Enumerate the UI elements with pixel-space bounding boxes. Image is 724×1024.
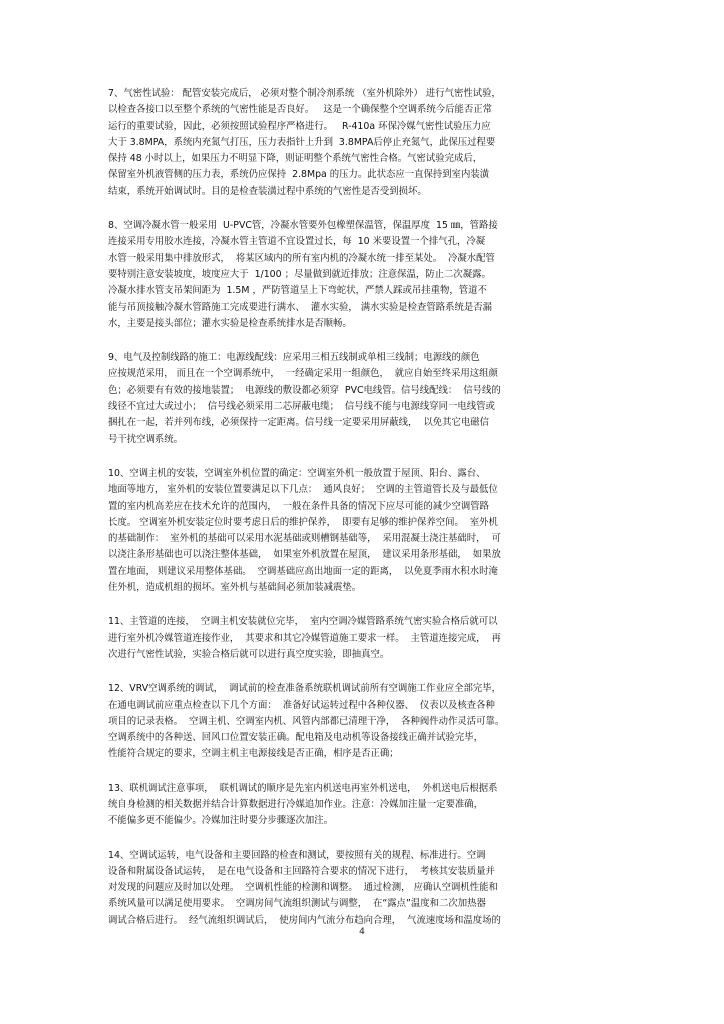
text-line: 10、空调主机的安装，空调室外机位置的确定：空调室外机一般放置于屋顶、阳台、露台、 (108, 467, 486, 479)
text-line: 11、主管道的连接， 空调主机安装就位完毕， 室内空调冷媒管路系统气密实验合格后就可以 (108, 616, 498, 628)
text-line: 冷凝水排水管支吊架间距为 1.5M ，严防管道呈上下弯蛇状，严禁人踩或吊挂重物，管道不 (108, 285, 487, 297)
section-7-airtightness-test (108, 86, 614, 200)
text-line: 长度。 空调室外机安装定位时要考虑日后的维护保养， 即要有足够的维护保养空间。 室外机 (108, 516, 498, 528)
text-line: 系统风量可以满足使用要求。 空调房间气流组织测试与调整， 在“露点”温度和二次加热器 (108, 898, 486, 910)
text-line: 以检查各接口以至整个系统的气密性能是否良好。 这是一个确保整个空调系统今后能否正常 (108, 104, 492, 116)
section-13-joint-debugging (108, 781, 614, 830)
text-line: 性能符合规定的要求，空调主机主电源接线是否正确，相序是否正确； (108, 748, 399, 760)
text-line: 运行的重要试验，因此，必须按照试验程序严格进行。 R-410a 环保冷媒气密性试验压力应 (108, 120, 491, 132)
section-12-vrv-commissioning (108, 681, 614, 762)
text-line: 统自身检测的相关数据并结合计算数据进行冷媒追加作业。注意：冷媒加注量一定要准确， (108, 798, 484, 810)
text-line: 置在地面， 则建议采用整体基础。 空调基础应高出地面一定的距离， 以免夏季雨水积水时淹 (108, 565, 498, 577)
text-line: 捆扎在一起，若并列布线，必须保持一定距离。信号线一定要采用屏蔽线， 以免其它电磁信 (108, 417, 489, 429)
text-line: 能与吊顶接触冷凝水管路施工完成要进行满水、 灌水实验， 满水实验是检查管路系统是否漏 (108, 301, 492, 313)
text-line: 空调系统中的各种送、回风口位置安装正确。配电箱及电动机等设备接线正确并试验完毕， (108, 732, 484, 744)
text-line: 在通电调试前应重点检查以下几个方面： 准备好试运转过程中各种仪器、 仪表以及核查各种 (108, 699, 495, 711)
text-line: 进行室外机冷媒管道连接作业， 其要求和其它冷媒管道施工要求一样。 主管道连接完成， 再 (108, 632, 501, 644)
text-line: 设备和附属设备试运转， 是在电气设备和主回路符合要求的情况下进行， 考核其安装质量并 (108, 865, 495, 877)
text-line: 项目的记录表格。 空调主机、空调室内机、风管内部都已清理干净， 各种阀件动作灵活可靠。 (108, 715, 505, 727)
text-line: 应按规范采用， 而且在一个空调系统中， 一经确定采用一组颜色， 就应自始至终采用这组颜 (108, 368, 498, 380)
text-line: 8、空调冷凝水管一般采用 U-PVC管，冷凝水管要外包橡塑保温管，保温厚度 15 ㎜，管路接 (108, 220, 498, 232)
text-line: 线径不宜过大或过小； 信号线必须采用二芯屏蔽电缆； 信号线不能与电源线穿同一电线管或 (108, 401, 495, 413)
text-line: 置的室内机高差应在技术允许的范围内， 一般在条件具备的情况下应尽可能的减少空调管路 (108, 500, 489, 512)
text-line: 不能偏多更不能偏少。冷媒加注时要分步骤逐次加注。 (108, 815, 334, 827)
text-line: 结束，系统开始调试时。目的是检查装潢过程中系统的气密性是否受到损坏。 (108, 185, 427, 197)
text-line: 对发现的问题应及时加以处理。 空调机性能的检测和调整。 通过检测， 应确认空调机性能和 (108, 882, 498, 894)
text-line: 要特别注意安装坡度，坡度应大于 1/100 ；尽量做到就近排放；注意保温，防止二次凝露。 (108, 268, 491, 280)
text-line: 9、电气及控制线路的施工：电源线配线：应采用三相五线制或单相三线制；电源线的颜色 (108, 352, 480, 364)
text-line: 号干扰空调系统。 (108, 433, 184, 445)
text-line: 保持 48 小时以上，如果压力不明显下降，则证明整个系统气密性合格。气密试验完成后， (108, 153, 483, 165)
section-11-main-pipe-connection (108, 614, 614, 663)
text-line: 住外机，造成机组的损坏。室外机与基础间必须加装减震垫。 (108, 582, 362, 594)
page-number: 4 (359, 927, 365, 937)
section-14-trial-operation (108, 848, 614, 929)
section-8-condensate-pipe (108, 218, 614, 332)
text-line: 13、联机调试注意事项， 联机调试的顺序是先室内机送电再室外机送电， 外机送电后根据系 (108, 782, 498, 794)
text-line: 水管一般采用集中排放形式， 将某区域内的所有室内机的冷凝水统一排至某处。 冷凝水配管 (108, 252, 495, 264)
text-line: 的基础制作： 室外机的基础可以采用水泥基础或则槽钢基础等， 采用混凝土浇注基础时， 可 (108, 533, 501, 545)
text-line: 连接采用专用胶水连接，冷凝水管主管道不宜设置过长，每 10 米要设置一个排气孔，冷凝 (108, 236, 486, 248)
text-line: 色；必须要有有效的接地装置； 电源线的敷设都必须穿 PVC电线管。信号线配线： 信号线的 (108, 384, 501, 396)
section-9-electrical-wiring (108, 350, 614, 448)
text-line: 调试合格后进行。 经气流组织调试后， 使房间内气流分布趋向合理， 气流速度场和温度场的 (108, 914, 501, 926)
text-line: 以浇注条形基础也可以浇注整体基础， 如果室外机放置在屋顶， 建议采用条形基础， 如果放 (108, 549, 501, 561)
text-line: 7、气密性试验： 配管安装完成后， 必须对整个制冷剂系统 （室外机除外） 进行气密性试验， (108, 88, 501, 99)
text-line: 水，主要是接头部位；灌水实验是检查系统排水是否顺畅。 (108, 317, 352, 329)
text-line: 大于 3.8MPA，系统内充氮气打压，压力表指针上升到 3.8MPA后停止充氮气，此保压过程要 (108, 136, 496, 148)
text-line: 14、空调试运转，电气设备和主要回路的检查和测试，要按照有关的规程、标准进行。空调 (108, 849, 486, 861)
text-line: 保留室外机液管侧的压力表，系统仍应保持 2.8Mpa 的压力。此状态应一直保持到室内装潢 (108, 169, 490, 181)
section-10-main-unit-installation (108, 466, 614, 596)
text-line: 地面等地方， 室外机的安装位置要满足以下几点： 通风良好； 空调的主管道管长及与最低位 (108, 484, 498, 496)
text-line: 次进行气密性试验，实验合格后就可以进行真空度实验，即抽真空。 (108, 648, 390, 660)
text-line: 12、VRV空调系统的调试， 调试前的检查准备系统联机调试前所有空调施工作业应全部完毕， (108, 683, 501, 695)
document-body (108, 86, 614, 986)
